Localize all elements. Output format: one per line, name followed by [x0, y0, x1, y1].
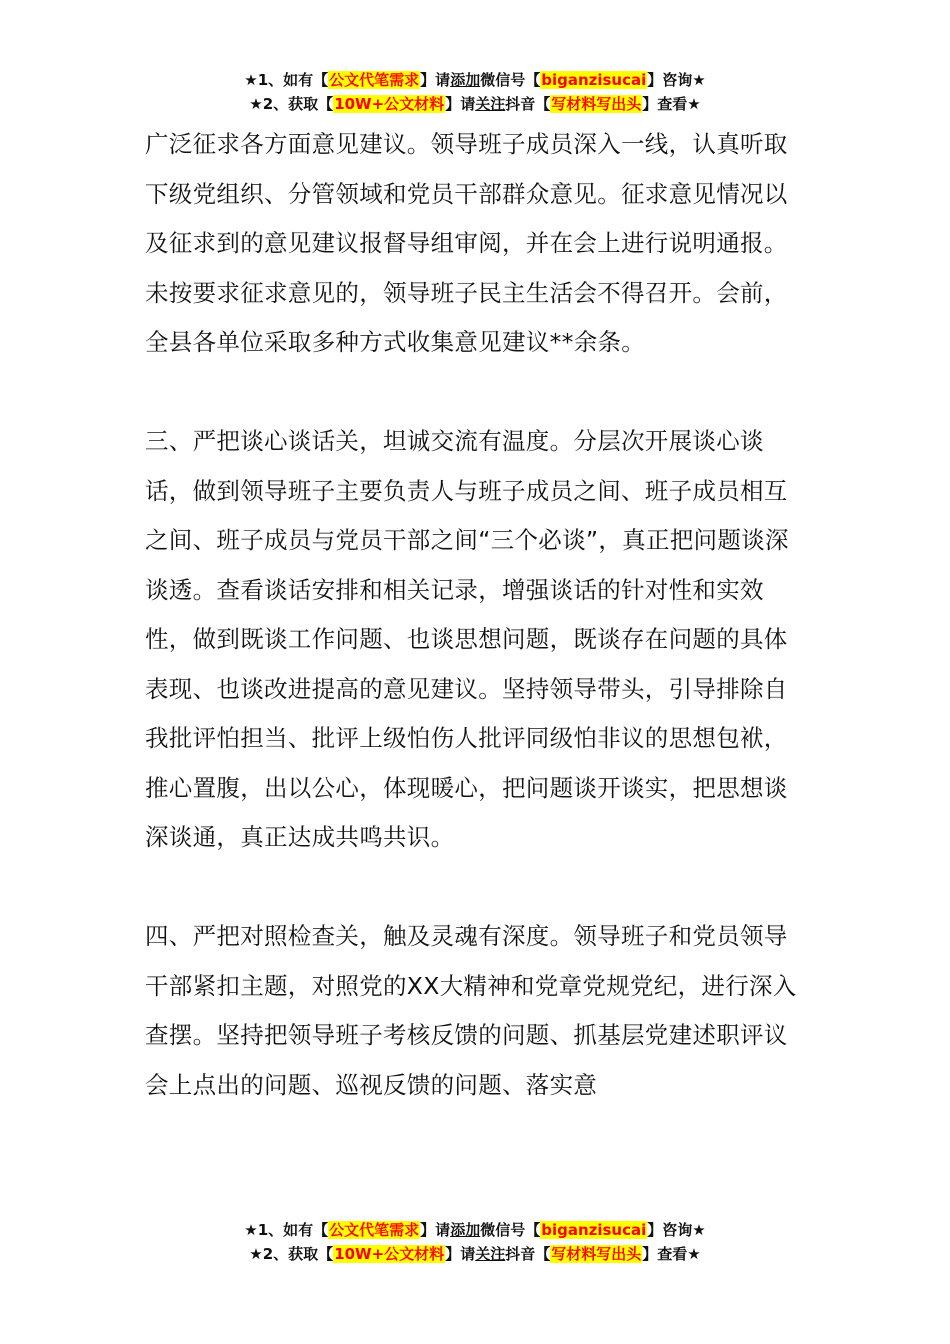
banner-text: 】查看★ [642, 95, 701, 113]
banner-text: 】咨询★ [647, 71, 706, 89]
paragraph-section-four: 四、严把对照检查关，触及灵魂有深度。领导班子和党员领导干部紧扣主题，对照党的XX大精神和党章党规党纪，进行深入查摆。坚持把领导班子考核反馈的问题、抓基层党建述职评议会上点出的问题、巡视反馈的问题、落实意 [145, 922, 797, 1099]
banner-text: 】请 [420, 71, 451, 89]
banner-text: 微信号【 [480, 1221, 541, 1239]
header-banner-line1 [0, 69, 950, 91]
banner-underlined: 关注 [475, 95, 506, 113]
paragraph-continuation: 广泛征求各方面意见建议。领导班子成员深入一线，认真听取下级党组织、分管领域和党员干部群众意见。征求意见情况以及征求到的意见建议报督导组审阅，并在会上进行说明通报。未按要求征求意见的，领导班子民主生活会不得召开。会前，全县各单位采取多种方式收集意见建议**余条。 [145, 130, 788, 356]
banner-underlined: 关注 [475, 1245, 506, 1263]
header-banner-line2 [0, 93, 950, 115]
banner-highlight: 10W+公文材料 [334, 95, 445, 113]
banner-text: ★2、获取【 [249, 1245, 334, 1263]
banner-text: 抖音【 [505, 95, 551, 113]
footer-banner-line1 [0, 1219, 950, 1241]
paragraph-gap [145, 368, 810, 418]
banner-highlight: 公文代笔需求 [329, 71, 420, 89]
banner-text: 】请 [445, 95, 476, 113]
banner-text: 抖音【 [505, 1245, 551, 1263]
banner-highlight: 公文代笔需求 [329, 1221, 420, 1239]
banner-highlight: biganzisucai [541, 71, 647, 89]
banner-text: 】咨询★ [647, 1221, 706, 1239]
banner-text: ★2、获取【 [249, 95, 334, 113]
banner-text: 】请 [420, 1221, 451, 1239]
banner-underlined: 添加 [450, 1221, 481, 1239]
banner-text: 】请 [445, 1245, 476, 1263]
document-body [145, 120, 810, 1110]
banner-text: ★1、如有【 [244, 1221, 329, 1239]
banner-text: 微信号【 [480, 71, 541, 89]
banner-highlight: 写材料写出头 [551, 1245, 642, 1263]
banner-text: ★1、如有【 [244, 71, 329, 89]
banner-highlight: 10W+公文材料 [334, 1245, 445, 1263]
banner-highlight: biganzisucai [541, 1221, 647, 1239]
paragraph-gap [145, 863, 810, 913]
paragraph-section-three: 三、严把谈心谈话关，坦诚交流有温度。分层次开展谈心谈话，做到领导班子主要负责人与班子成员之间、班子成员相互之间、班子成员与党员干部之间“三个必谈”，真正把问题谈深谈透。查看谈话安排和相关记录，增强谈话的针对性和实效性，做到既谈工作问题、也谈思想问题，既谈存在问题的具体表现、也谈改进提高的意见建议。坚持领导带头，引导排除自我批评怕担当、批评上级怕伤人批评同级怕非议的思想包袱，推心置腹，出以公心，体现暖心，把问题谈开谈实，把思想谈深谈通，真正达成共鸣共识。 [145, 427, 789, 851]
banner-highlight: 写材料写出头 [551, 95, 642, 113]
banner-text: 】查看★ [642, 1245, 701, 1263]
footer-banner-line2 [0, 1243, 950, 1265]
banner-underlined: 添加 [450, 71, 481, 89]
